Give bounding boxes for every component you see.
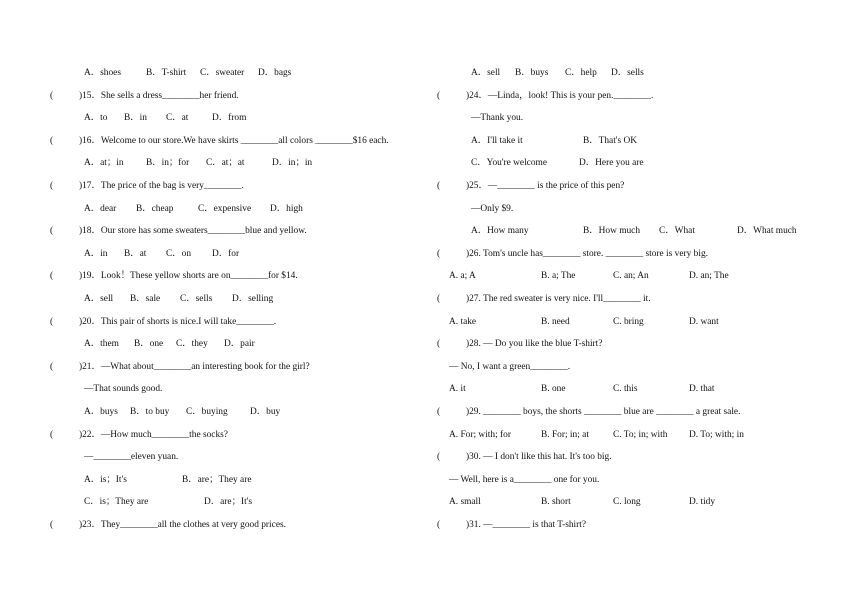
question-text: )17．The price of the bag is very________. bbox=[79, 181, 244, 191]
option-choice: C．sweater bbox=[200, 68, 245, 78]
answer-blank[interactable]: ( bbox=[437, 181, 441, 191]
option-choice: B．at bbox=[124, 248, 147, 259]
answer-blank[interactable]: ( bbox=[437, 407, 441, 417]
question-text: )18．Our store has some sweaters________blue and yellow. bbox=[79, 226, 307, 237]
option-choice: A．How many bbox=[471, 226, 529, 237]
option-choice: B. one bbox=[541, 384, 566, 395]
option-choice: C．they bbox=[176, 339, 208, 350]
option-choice: A．sell bbox=[471, 68, 501, 78]
option-choice: D．What much bbox=[737, 226, 797, 237]
option-choice: D．buy bbox=[250, 407, 281, 417]
option-choice: D．sells bbox=[611, 68, 644, 78]
option-choice: D．are；It's bbox=[204, 497, 253, 508]
option-choice: D．from bbox=[212, 113, 247, 124]
dialogue-text: —Thank you. bbox=[471, 113, 524, 124]
question-text: )29. ________ boys, the shorts ________ blue are ________ a great sale. bbox=[466, 407, 741, 417]
question-text: )20．This pair of shorts is nice.I will take________. bbox=[79, 316, 277, 327]
answer-blank[interactable]: ( bbox=[437, 248, 441, 259]
option-choice: A. a; A bbox=[449, 271, 476, 282]
option-choice: A．I'll take it bbox=[471, 135, 523, 146]
option-choice: D. an; The bbox=[689, 271, 729, 282]
question-text: )24．—Linda，look! This is your pen.________. bbox=[466, 90, 654, 101]
question-text: )28. — Do you like the blue T-shirt? bbox=[466, 339, 603, 350]
option-choice: A. For; with; for bbox=[449, 429, 511, 440]
option-choice: A．sell bbox=[84, 294, 114, 304]
option-choice: B. a; The bbox=[541, 271, 576, 282]
answer-blank[interactable]: ( bbox=[437, 339, 441, 350]
option-choice: B. need bbox=[541, 316, 570, 327]
option-choice: C. this bbox=[613, 384, 638, 395]
option-choice: C．You're welcome bbox=[471, 158, 547, 169]
answer-blank[interactable]: ( bbox=[50, 429, 54, 440]
option-choice: C．at bbox=[166, 113, 189, 124]
question-text: )30. — I don't like this hat. It's too big. bbox=[466, 452, 612, 463]
answer-blank[interactable]: ( bbox=[50, 90, 54, 101]
question-text: )21．—What about________an interesting book for the girl? bbox=[79, 361, 310, 372]
option-choice: A．them bbox=[84, 339, 119, 350]
option-choice: A．shoes bbox=[84, 68, 121, 78]
option-choice: B．T-shirt bbox=[146, 68, 187, 78]
dialogue-text: —That sounds good. bbox=[84, 384, 163, 395]
option-choice: A．buys bbox=[84, 407, 118, 417]
option-choice: B．in bbox=[124, 113, 147, 124]
option-choice: B．one bbox=[134, 339, 164, 350]
option-choice: B．buys bbox=[515, 68, 549, 78]
question-text: )19．Look！These yellow shorts are on________for $14. bbox=[79, 271, 298, 282]
question-text: )16．Welcome to our store.We have skirts ________all colors ________$16 each. bbox=[79, 135, 389, 146]
option-choice: B. For; in; at bbox=[541, 429, 589, 440]
option-choice: D．high bbox=[270, 203, 303, 214]
option-choice: B．are；They are bbox=[182, 474, 252, 485]
option-choice: D．pair bbox=[224, 339, 255, 350]
option-choice: A．is；It's bbox=[84, 474, 127, 485]
dialogue-text: — No, I want a green________. bbox=[449, 361, 571, 372]
option-choice: D．for bbox=[212, 248, 240, 259]
question-text: )26. Tom's uncle has________ store. ________ store is very big. bbox=[466, 248, 708, 259]
answer-blank[interactable]: ( bbox=[437, 520, 441, 530]
option-choice: C．buying bbox=[186, 407, 228, 417]
answer-blank[interactable]: ( bbox=[50, 316, 54, 327]
option-choice: B．sale bbox=[130, 294, 161, 304]
option-choice: C．on bbox=[166, 248, 192, 259]
option-choice: B．in；for bbox=[146, 158, 190, 169]
option-choice: C．sells bbox=[180, 294, 213, 304]
answer-blank[interactable]: ( bbox=[437, 452, 441, 463]
option-choice: A. small bbox=[449, 497, 481, 508]
option-choice: A．in bbox=[84, 248, 108, 259]
option-choice: C. To; in; with bbox=[613, 429, 668, 440]
option-choice: C. long bbox=[613, 497, 641, 508]
answer-blank[interactable]: ( bbox=[50, 520, 54, 530]
answer-blank[interactable]: ( bbox=[437, 90, 441, 101]
answer-blank[interactable]: ( bbox=[50, 226, 54, 237]
dialogue-text: — Well, here is a________ one for you. bbox=[449, 474, 600, 485]
option-choice: C．help bbox=[565, 68, 597, 78]
answer-blank[interactable]: ( bbox=[50, 271, 54, 282]
option-choice: D. want bbox=[689, 316, 719, 327]
dialogue-text: —________eleven yuan. bbox=[84, 452, 179, 463]
question-text: )31. —________ is that T-shirt? bbox=[466, 520, 587, 530]
option-choice: B．cheap bbox=[136, 203, 174, 214]
answer-blank[interactable]: ( bbox=[50, 135, 54, 146]
answer-blank[interactable]: ( bbox=[437, 294, 441, 304]
question-text: )15．She sells a dress________her friend. bbox=[79, 90, 239, 101]
option-choice: D．Here you are bbox=[579, 158, 644, 169]
option-choice: A. it bbox=[449, 384, 466, 395]
option-choice: A．at；in bbox=[84, 158, 124, 169]
option-choice: A. take bbox=[449, 316, 477, 327]
option-choice: D. tidy bbox=[689, 497, 716, 508]
option-choice: B．to buy bbox=[130, 407, 170, 417]
question-text: )22．—How much________the socks? bbox=[79, 429, 228, 440]
option-choice: D．bags bbox=[258, 68, 292, 78]
dialogue-text: —Only $9. bbox=[471, 203, 514, 214]
option-choice: C．expensive bbox=[198, 203, 252, 214]
answer-blank[interactable]: ( bbox=[50, 181, 54, 191]
option-choice: C．at；at bbox=[206, 158, 245, 169]
option-choice: D．selling bbox=[232, 294, 274, 304]
option-choice: C. bring bbox=[613, 316, 644, 327]
question-text: )23．They________all the clothes at very good prices. bbox=[79, 520, 286, 530]
question-text: )27. The red sweater is very nice. I'll________ it. bbox=[466, 294, 651, 304]
option-choice: D．in；in bbox=[272, 158, 313, 169]
option-choice: B．That's OK bbox=[583, 135, 638, 146]
option-choice: A．to bbox=[84, 113, 108, 124]
option-choice: D. To; with; in bbox=[689, 429, 744, 440]
option-choice: B. short bbox=[541, 497, 571, 508]
option-choice: C．is；They are bbox=[84, 497, 149, 508]
option-choice: B．How much bbox=[583, 226, 641, 237]
option-choice: A．dear bbox=[84, 203, 117, 214]
answer-blank[interactable]: ( bbox=[50, 361, 54, 372]
option-choice: C．What bbox=[659, 226, 695, 237]
option-choice: C. an; An bbox=[613, 271, 649, 282]
option-choice: D. that bbox=[689, 384, 715, 395]
question-text: )25．—________ is the price of this pen? bbox=[466, 181, 625, 191]
